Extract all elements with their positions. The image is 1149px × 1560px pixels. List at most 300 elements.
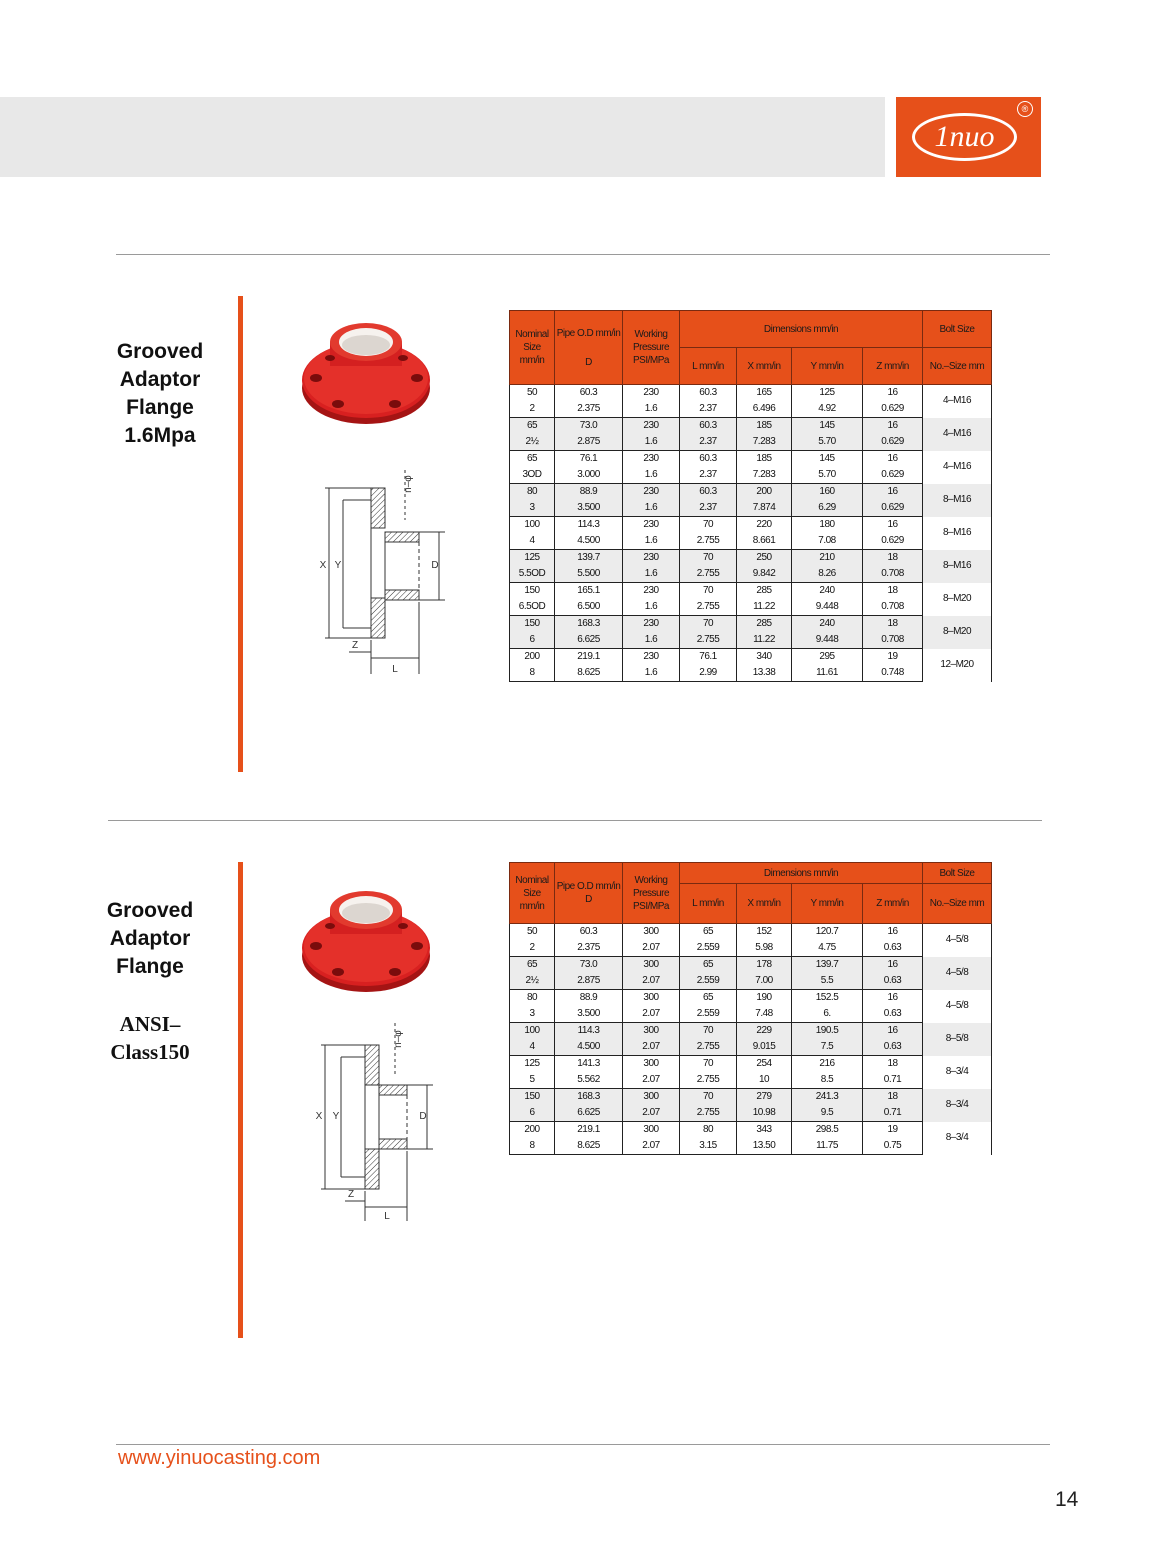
label-n-phi: n–φ [393, 1030, 404, 1048]
spec-table-1 [509, 310, 992, 682]
cell-z2: 0.629 [863, 467, 923, 484]
cell-n1: 125 [510, 1056, 555, 1073]
cell-y2: 9.5 [792, 1105, 863, 1122]
cell-n2: 6 [510, 1105, 555, 1122]
cell-x1: 343 [737, 1122, 792, 1139]
table-row [510, 924, 992, 941]
section1-accent-bar [238, 296, 243, 772]
header-bolt-no-size: No.–Size mm [923, 884, 992, 924]
cell-p2: 2.07 [623, 1105, 680, 1122]
cell-n1: 125 [510, 550, 555, 567]
cell-n1: 65 [510, 418, 555, 435]
cell-l1: 70 [680, 1023, 737, 1040]
title-line: Adaptor [109, 927, 191, 950]
cell-l2: 2.755 [680, 533, 737, 550]
cell-z2: 0.629 [863, 401, 923, 418]
cell-n1: 80 [510, 990, 555, 1007]
cell-d1: 60.3 [555, 385, 623, 402]
cell-x1: 250 [737, 550, 792, 567]
cell-y2: 4.92 [792, 401, 863, 418]
cell-x2: 5.98 [737, 940, 792, 957]
cell-l2: 2.755 [680, 1105, 737, 1122]
cell-p1: 230 [623, 583, 680, 600]
cell-n2: 6.5OD [510, 599, 555, 616]
flange-photo-2 [300, 886, 435, 996]
cell-z2: 0.708 [863, 599, 923, 616]
cell-d1: 168.3 [555, 1089, 623, 1106]
cell-z1: 16 [863, 990, 923, 1007]
cell-n2: 4 [510, 533, 555, 550]
cell-x1: 165 [737, 385, 792, 402]
header-bolt-size: Bolt Size [923, 311, 992, 348]
subtitle-line: Class150 [110, 1040, 190, 1064]
cell-p1: 230 [623, 385, 680, 402]
label-x: X [315, 1111, 323, 1122]
cell-x1: 340 [737, 649, 792, 666]
cell-x1: 285 [737, 616, 792, 633]
cell-y1: 240 [792, 583, 863, 600]
header-z: Z mm/in [863, 348, 923, 385]
cell-z2: 0.629 [863, 500, 923, 517]
table-row [510, 1039, 992, 1056]
cell-bolt: 8–3/4 [923, 1122, 992, 1155]
cell-d1: 219.1 [555, 1122, 623, 1139]
cell-l1: 70 [680, 1089, 737, 1106]
cell-n2: 2 [510, 940, 555, 957]
cell-y1: 295 [792, 649, 863, 666]
cell-z1: 16 [863, 451, 923, 468]
table-row [510, 385, 992, 402]
cell-p2: 1.6 [623, 665, 680, 682]
cell-p1: 300 [623, 924, 680, 941]
header-pipe-od: Pipe O.D mm/in D [555, 863, 623, 924]
cell-l2: 2.755 [680, 632, 737, 649]
cell-p2: 2.07 [623, 940, 680, 957]
header-z: Z mm/in [863, 884, 923, 924]
cell-p1: 300 [623, 1122, 680, 1139]
cell-z1: 18 [863, 1056, 923, 1073]
cell-y1: 216 [792, 1056, 863, 1073]
cell-z1: 16 [863, 484, 923, 501]
cell-x2: 7.874 [737, 500, 792, 517]
cell-y1: 145 [792, 451, 863, 468]
cell-y2: 5.5 [792, 973, 863, 990]
cell-p2: 2.07 [623, 1138, 680, 1155]
cell-d2: 2.875 [555, 434, 623, 451]
cell-p2: 2.07 [623, 1006, 680, 1023]
cell-d1: 88.9 [555, 990, 623, 1007]
cell-l1: 70 [680, 1056, 737, 1073]
divider-bottom [116, 1444, 1050, 1445]
header-bolt-no-size: No.–Size mm [923, 348, 992, 385]
cell-x2: 10.98 [737, 1105, 792, 1122]
cell-n2: 2½ [510, 973, 555, 990]
cell-p2: 1.6 [623, 599, 680, 616]
cell-d1: 76.1 [555, 451, 623, 468]
cell-z1: 16 [863, 957, 923, 974]
cell-d1: 73.0 [555, 418, 623, 435]
cell-l1: 65 [680, 924, 737, 941]
section2-title [85, 897, 215, 981]
cell-p1: 230 [623, 484, 680, 501]
cell-n2: 2½ [510, 434, 555, 451]
cell-n2: 3 [510, 500, 555, 517]
cell-n1: 150 [510, 583, 555, 600]
label-n-phi: n–φ [403, 475, 414, 493]
cell-z1: 16 [863, 418, 923, 435]
cell-x2: 9.015 [737, 1039, 792, 1056]
cell-p2: 1.6 [623, 467, 680, 484]
cell-l2: 2.559 [680, 940, 737, 957]
header-x: X mm/in [737, 348, 792, 385]
cell-n1: 150 [510, 616, 555, 633]
label-z: Z [347, 1189, 355, 1200]
cell-d2: 2.875 [555, 973, 623, 990]
cell-d1: 88.9 [555, 484, 623, 501]
divider-middle [108, 820, 1042, 821]
cell-l2: 2.559 [680, 973, 737, 990]
cell-x2: 13.38 [737, 665, 792, 682]
label-z: Z [351, 640, 359, 651]
cell-z2: 0.708 [863, 566, 923, 583]
cell-x1: 152 [737, 924, 792, 941]
table-row [510, 1138, 992, 1155]
cell-y1: 210 [792, 550, 863, 567]
cell-z1: 18 [863, 616, 923, 633]
cell-z1: 19 [863, 1122, 923, 1139]
title-line: Flange [116, 955, 184, 978]
cell-y2: 7.5 [792, 1039, 863, 1056]
cell-d1: 141.3 [555, 1056, 623, 1073]
cell-x1: 254 [737, 1056, 792, 1073]
cell-x1: 190 [737, 990, 792, 1007]
cell-x1: 200 [737, 484, 792, 501]
cell-n2: 2 [510, 401, 555, 418]
cell-d2: 3.000 [555, 467, 623, 484]
table-row [510, 649, 992, 666]
header-dimensions: Dimensions mm/in [680, 863, 923, 884]
label-d: D [431, 560, 439, 571]
cell-l2: 2.37 [680, 467, 737, 484]
cell-n1: 100 [510, 1023, 555, 1040]
label-y: Y [332, 1111, 340, 1122]
cell-n2: 5 [510, 1072, 555, 1089]
cell-z2: 0.75 [863, 1138, 923, 1155]
cell-p2: 1.6 [623, 533, 680, 550]
section2-accent-bar [238, 862, 243, 1338]
cell-l2: 2.37 [680, 401, 737, 418]
table-row [510, 500, 992, 517]
cell-x2: 7.48 [737, 1006, 792, 1023]
cell-z2: 0.708 [863, 632, 923, 649]
cell-d1: 219.1 [555, 649, 623, 666]
cell-z2: 0.71 [863, 1072, 923, 1089]
header-l: L mm/in [680, 348, 737, 385]
cell-y1: 160 [792, 484, 863, 501]
cell-y2: 8.5 [792, 1072, 863, 1089]
cell-x2: 7.283 [737, 467, 792, 484]
cell-d2: 3.500 [555, 500, 623, 517]
cell-y2: 5.70 [792, 434, 863, 451]
cell-y2: 6.29 [792, 500, 863, 517]
cell-p2: 1.6 [623, 632, 680, 649]
table-row [510, 451, 992, 468]
cell-l2: 2.37 [680, 500, 737, 517]
cell-n1: 200 [510, 649, 555, 666]
label-d: D [419, 1111, 427, 1122]
cell-bolt: 4–M16 [923, 418, 992, 451]
cell-x1: 285 [737, 583, 792, 600]
title-line: Adaptor [119, 368, 201, 391]
cell-p2: 1.6 [623, 401, 680, 418]
cell-l1: 60.3 [680, 451, 737, 468]
cell-bolt: 4–M16 [923, 385, 992, 418]
cell-bolt: 8–M20 [923, 583, 992, 616]
cell-bolt: 8–M16 [923, 517, 992, 550]
cell-x2: 11.22 [737, 632, 792, 649]
cell-d2: 8.625 [555, 665, 623, 682]
cell-y2: 11.75 [792, 1138, 863, 1155]
cell-y1: 180 [792, 517, 863, 534]
cell-n2: 4 [510, 1039, 555, 1056]
table-row [510, 434, 992, 451]
cell-d1: 60.3 [555, 924, 623, 941]
cell-p1: 230 [623, 616, 680, 633]
cell-d2: 3.500 [555, 1006, 623, 1023]
label-y: Y [334, 560, 342, 571]
cell-x1: 279 [737, 1089, 792, 1106]
cell-y2: 9.448 [792, 632, 863, 649]
cell-x1: 185 [737, 451, 792, 468]
cell-d2: 6.500 [555, 599, 623, 616]
cell-p2: 2.07 [623, 1039, 680, 1056]
cell-bolt: 12–M20 [923, 649, 992, 682]
cell-l1: 80 [680, 1122, 737, 1139]
header-pipe-od: Pipe O.D mm/in D [555, 311, 623, 385]
header-bolt-size: Bolt Size [923, 863, 992, 884]
cell-d1: 114.3 [555, 517, 623, 534]
cell-n1: 65 [510, 957, 555, 974]
cell-y1: 145 [792, 418, 863, 435]
cell-d2: 2.375 [555, 940, 623, 957]
brand-logo [896, 97, 1041, 177]
cell-l2: 2.755 [680, 599, 737, 616]
cell-z2: 0.629 [863, 434, 923, 451]
cell-z2: 0.63 [863, 1039, 923, 1056]
table-row [510, 616, 992, 633]
cell-p1: 230 [623, 649, 680, 666]
table-row [510, 1089, 992, 1106]
cell-l1: 60.3 [680, 385, 737, 402]
cell-n1: 50 [510, 385, 555, 402]
cell-l1: 70 [680, 583, 737, 600]
header-nominal: Nominal Size mm/in [510, 311, 555, 385]
header-dimensions: Dimensions mm/in [680, 311, 923, 348]
cell-x2: 10 [737, 1072, 792, 1089]
cell-d1: 168.3 [555, 616, 623, 633]
cell-n1: 100 [510, 517, 555, 534]
section2-standard [85, 1010, 215, 1066]
cell-p1: 300 [623, 990, 680, 1007]
cell-bolt: 8–M20 [923, 616, 992, 649]
cell-l1: 60.3 [680, 484, 737, 501]
cell-y2: 11.61 [792, 665, 863, 682]
cell-p1: 300 [623, 1089, 680, 1106]
cell-bolt: 8–M16 [923, 550, 992, 583]
cell-n2: 3 [510, 1006, 555, 1023]
cell-y2: 9.448 [792, 599, 863, 616]
cell-x2: 13.50 [737, 1138, 792, 1155]
website-link[interactable]: www.yinuocasting.com [118, 1447, 321, 1469]
cell-l2: 2.755 [680, 566, 737, 583]
logo-mark: 1nuo [912, 113, 1017, 161]
cell-p1: 300 [623, 1056, 680, 1073]
cell-d2: 2.375 [555, 401, 623, 418]
page-number: 14 [1055, 1488, 1079, 1511]
cell-n2: 8 [510, 1138, 555, 1155]
cell-z2: 0.71 [863, 1105, 923, 1122]
cell-y2: 8.26 [792, 566, 863, 583]
cell-l1: 76.1 [680, 649, 737, 666]
cell-z1: 18 [863, 550, 923, 567]
cell-d2: 8.625 [555, 1138, 623, 1155]
cell-y1: 298.5 [792, 1122, 863, 1139]
cell-p2: 2.07 [623, 973, 680, 990]
title-line: Grooved [106, 899, 194, 922]
cell-bolt: 4–5/8 [923, 957, 992, 990]
cell-p2: 1.6 [623, 566, 680, 583]
cell-l1: 70 [680, 550, 737, 567]
table-row [510, 401, 992, 418]
cell-x1: 185 [737, 418, 792, 435]
cell-y1: 152.5 [792, 990, 863, 1007]
cell-y1: 240 [792, 616, 863, 633]
cell-d2: 6.625 [555, 1105, 623, 1122]
cell-y1: 241.3 [792, 1089, 863, 1106]
cell-n1: 80 [510, 484, 555, 501]
cell-y1: 125 [792, 385, 863, 402]
cell-z2: 0.63 [863, 1006, 923, 1023]
cell-x2: 6.496 [737, 401, 792, 418]
cell-z1: 16 [863, 924, 923, 941]
table-row [510, 1122, 992, 1139]
cell-p1: 230 [623, 517, 680, 534]
spec-table-2 [509, 862, 992, 1155]
cell-x2: 8.661 [737, 533, 792, 550]
divider-top [116, 254, 1050, 255]
cell-p1: 300 [623, 1023, 680, 1040]
cell-l1: 65 [680, 957, 737, 974]
registered-mark: ® [1017, 101, 1033, 117]
table-row [510, 1023, 992, 1040]
label-l: L [392, 664, 398, 675]
table-row [510, 665, 992, 682]
cell-l2: 2.755 [680, 1072, 737, 1089]
cell-bolt: 8–M16 [923, 484, 992, 517]
cell-x1: 229 [737, 1023, 792, 1040]
cell-d2: 5.562 [555, 1072, 623, 1089]
cell-bolt: 8–3/4 [923, 1089, 992, 1122]
table-row [510, 566, 992, 583]
cell-y2: 7.08 [792, 533, 863, 550]
cell-d1: 73.0 [555, 957, 623, 974]
table-row [510, 533, 992, 550]
table-row [510, 1006, 992, 1023]
table-row [510, 632, 992, 649]
table-row [510, 550, 992, 567]
cell-x2: 9.842 [737, 566, 792, 583]
cell-l1: 70 [680, 517, 737, 534]
label-l: L [384, 1211, 390, 1222]
cell-p1: 300 [623, 957, 680, 974]
cell-p1: 230 [623, 550, 680, 567]
cell-n2: 6 [510, 632, 555, 649]
cell-y1: 120.7 [792, 924, 863, 941]
flange-photo-1 [300, 318, 435, 428]
cell-l1: 65 [680, 990, 737, 1007]
cell-l2: 3.15 [680, 1138, 737, 1155]
cell-n1: 200 [510, 1122, 555, 1139]
label-x: X [319, 560, 327, 571]
cell-p2: 2.07 [623, 1072, 680, 1089]
title-line: 1.6Mpa [124, 424, 196, 447]
cell-d2: 4.500 [555, 533, 623, 550]
cell-bolt: 4–M16 [923, 451, 992, 484]
cell-n2: 3OD [510, 467, 555, 484]
cell-x1: 178 [737, 957, 792, 974]
header-pressure: Working Pressure PSI/MPa [623, 863, 680, 924]
cell-l1: 60.3 [680, 418, 737, 435]
cell-y2: 6. [792, 1006, 863, 1023]
header-y: Y mm/in [792, 348, 863, 385]
title-line: Grooved [116, 340, 204, 363]
cell-l2: 2.755 [680, 1039, 737, 1056]
cell-d1: 165.1 [555, 583, 623, 600]
cell-p2: 1.6 [623, 500, 680, 517]
cell-d2: 6.625 [555, 632, 623, 649]
table-row [510, 990, 992, 1007]
cell-z1: 16 [863, 1023, 923, 1040]
cell-p1: 230 [623, 451, 680, 468]
table-row [510, 599, 992, 616]
header-y: Y mm/in [792, 884, 863, 924]
cell-l2: 2.559 [680, 1006, 737, 1023]
table-row [510, 973, 992, 990]
table-row [510, 418, 992, 435]
cell-l1: 70 [680, 616, 737, 633]
cell-z2: 0.63 [863, 973, 923, 990]
cell-bolt: 4–5/8 [923, 990, 992, 1023]
cell-bolt: 8–3/4 [923, 1056, 992, 1089]
cell-l2: 2.99 [680, 665, 737, 682]
header-band [0, 97, 885, 177]
cell-y2: 5.70 [792, 467, 863, 484]
flange-drawing-2 [305, 1015, 465, 1225]
cell-n2: 5.5OD [510, 566, 555, 583]
cell-z2: 0.629 [863, 533, 923, 550]
cell-d1: 114.3 [555, 1023, 623, 1040]
section1-title [95, 338, 225, 450]
cell-x1: 220 [737, 517, 792, 534]
table-row [510, 1056, 992, 1073]
header-nominal: Nominal Size mm/in [510, 863, 555, 924]
header-x: X mm/in [737, 884, 792, 924]
table-row [510, 940, 992, 957]
cell-d2: 5.500 [555, 566, 623, 583]
cell-bolt: 4–5/8 [923, 924, 992, 957]
cell-l2: 2.37 [680, 434, 737, 451]
cell-z1: 16 [863, 385, 923, 402]
